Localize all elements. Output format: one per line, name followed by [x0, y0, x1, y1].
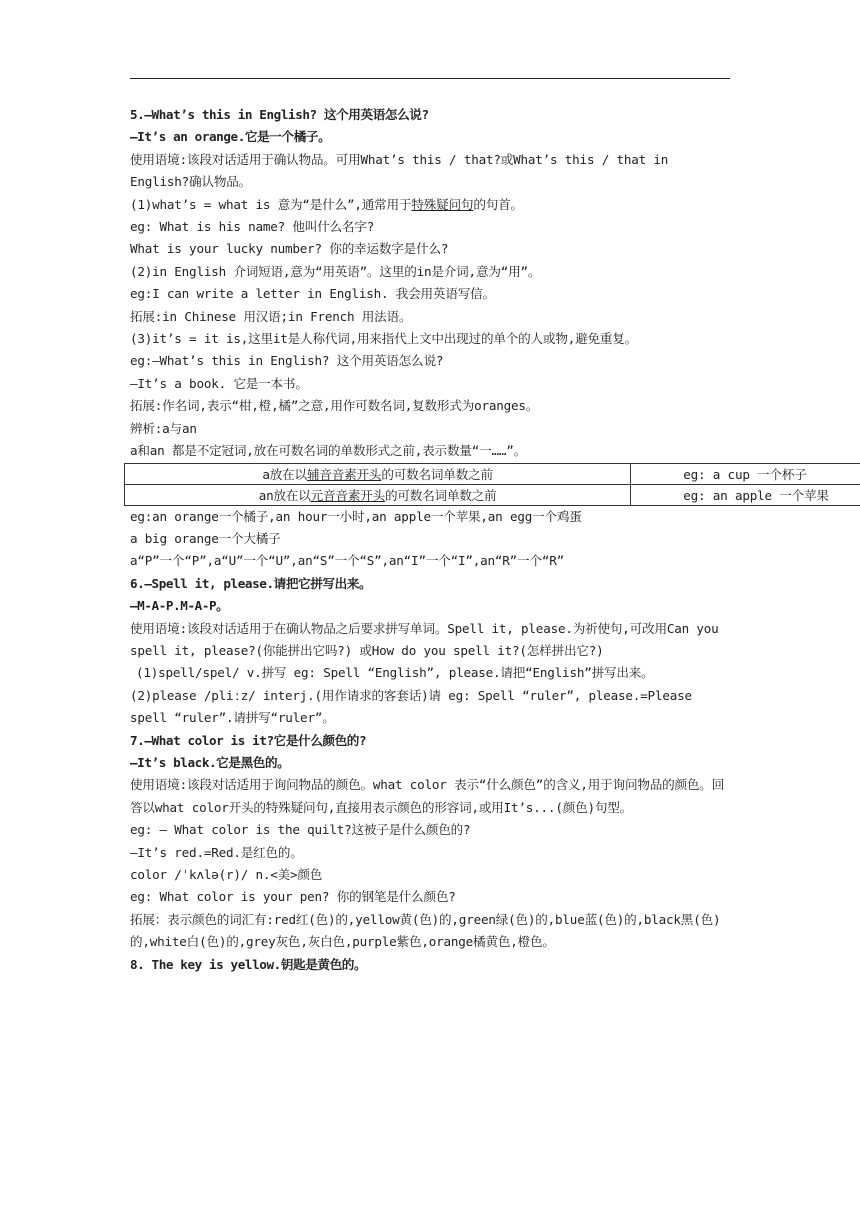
- rule-underlined: 元音音素开头: [310, 488, 386, 503]
- example-line: What is your lucky number? 你的幸运数字是什么?: [130, 241, 449, 257]
- section-6-answer: —M-A-P.M-A-P。: [130, 598, 229, 614]
- rule-text: a放在以: [262, 467, 307, 482]
- table-cell-rule: [125, 463, 631, 484]
- rule-tail: 的可数名词单数之前: [381, 467, 493, 482]
- example-line: —It’s red.=Red.是红色的。: [130, 844, 303, 860]
- example-line: —It’s a book. 它是一本书。: [130, 375, 308, 391]
- section-6-point-2: (2)please /pliːz/ interj.(用作请求的客套话)请 eg: Spell “ruler”, please.=Please spell “ruler”.请拼写“ruler”。: [130, 687, 692, 726]
- section-5-usage: 使用语境:该段对话适用于确认物品。可用What’s this / that?或What’s this / that in English?确认物品。: [130, 151, 669, 190]
- point-1-text: (1)what’s = what is 意为“是什么”,通常用于: [130, 196, 412, 212]
- example-line: eg: — What color is the quilt?这被子是什么颜色的?: [130, 822, 471, 838]
- table-row: [125, 484, 860, 505]
- table-row: [125, 463, 860, 484]
- section-5-title: 5.—What’s this in English? 这个用英语怎么说?: [130, 107, 429, 122]
- point-1-underlined: 特殊疑问句: [411, 196, 474, 212]
- comparison-heading: 辨析:a与an: [130, 420, 197, 436]
- section-5-point-3: (3)it’s = it is,这里it是人称代词,用来指代上文中出现过的单个的人或物,避免重复。: [130, 331, 638, 347]
- section-7-title: 7.—What color is it?它是什么颜色的?: [130, 732, 367, 748]
- example-line: eg:—What’s this in English? 这个用英语怎么说?: [130, 353, 444, 369]
- section-5-point-1: [130, 194, 730, 216]
- comparison-intro: a和an 都是不定冠词,放在可数名词的单数形式之前,表示数量“一……”。: [130, 443, 527, 459]
- example-line: eg: What color is your pen? 你的钢笔是什么颜色?: [130, 889, 456, 905]
- extension-line: 拓展:作名词,表示“柑,橙,橘”之意,用作可数名词,复数形式为oranges。: [130, 398, 539, 414]
- section-5-point-2: (2)in English 介词短语,意为“用英语”。这里的in是介词,意为“用”。: [130, 263, 541, 279]
- example-line: eg: What is his name? 他叫什么名字?: [130, 219, 375, 235]
- section-5-answer: —It’s an orange.它是一个橘子。: [130, 129, 331, 145]
- table-cell-example: eg: a cup 一个杯子: [631, 463, 860, 484]
- article-comparison-table: [124, 463, 860, 506]
- table-cell-example: eg: an apple 一个苹果: [631, 484, 860, 505]
- example-line: a big orange一个大橘子: [130, 530, 281, 546]
- extension-line: 拓展：表示颜色的词汇有:red红(色)的,yellow黄(色)的,green绿(色)的,blue蓝(色)的,black黑(色)的,white白(色)的,grey灰色,灰白色,purple紫色,orange橘黄色,橙色。: [130, 911, 721, 950]
- pronunciation-line: color /ˈkʌlə(r)/ n.<美>颜色: [130, 867, 323, 882]
- section-8-title: 8. The key is yellow.钥匙是黄色的。: [130, 956, 367, 972]
- header-rule: [130, 78, 730, 79]
- rule-underlined: 辅音音素开头: [306, 467, 382, 482]
- section-7-answer: —It’s black.它是黑色的。: [130, 754, 290, 770]
- document-body: [130, 104, 829, 976]
- extension-line: 拓展:in Chinese 用汉语;in French 用法语。: [130, 308, 412, 324]
- point-1-tail: 的句首。: [473, 196, 523, 212]
- rule-tail: 的可数名词单数之前: [385, 488, 497, 503]
- section-6-point-1: (1)spell/spel/ v.拼写 eg: Spell “English”, please.请把“English”拼写出来。: [136, 665, 654, 681]
- example-line: eg:an orange一个橘子,an hour一小时,an apple一个苹果,an egg一个鸡蛋: [130, 508, 582, 524]
- section-6-usage: 使用语境:该段对话适用于在确认物品之后要求拼写单词。Spell it, please.为祈使句,可改用Can you spell it, please?(你能拼出它吗?) 或How do you spell it?(怎样拼出它?): [130, 620, 719, 658]
- example-line: eg:I can write a letter in English. 我会用英语写信。: [130, 286, 495, 302]
- table-cell-rule: [125, 484, 631, 505]
- section-6-title: 6.—Spell it, please.请把它拼写出来。: [130, 575, 372, 591]
- rule-text: an放在以: [258, 488, 311, 503]
- example-line: a“P”一个“P”,a“U”一个“U”,an“S”一个“S”,an“I”一个“I”,an“R”一个“R”: [130, 553, 564, 569]
- section-7-usage: 使用语境:该段对话适用于询问物品的颜色。what color 表示“什么颜色”的含义,用于询问物品的颜色。回答以what color开头的特殊疑问句,直接用表示颜色的形容词,或用It’s...(颜色)句型。: [130, 777, 725, 815]
